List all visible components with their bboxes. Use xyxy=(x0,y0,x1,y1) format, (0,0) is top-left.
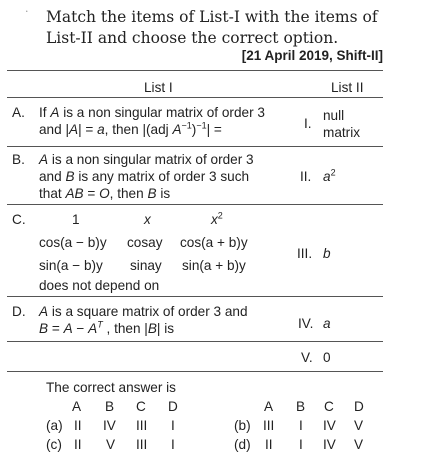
answers-header-left-d: D xyxy=(168,399,178,414)
answer-b-col-a: III xyxy=(263,418,275,433)
answer-b-col-d: V xyxy=(354,418,364,433)
answers-header-left-b: B xyxy=(105,399,115,414)
row-d-line-2: $B = A - A^T$ , then |B| is xyxy=(39,319,175,336)
answer-a-col-b: IV xyxy=(103,418,116,433)
question-line-1: Match the items of List-I with the items of xyxy=(46,8,378,26)
row-b-rule xyxy=(7,204,383,205)
row-c-numeral: III. xyxy=(297,246,313,261)
row-v-option: 0 xyxy=(323,350,331,365)
answer-d-col-a: II xyxy=(265,437,273,452)
answer-a-col-c: III xyxy=(136,418,148,433)
row-a-option-line-2: matrix xyxy=(323,125,361,140)
table-top-rule xyxy=(7,70,383,71)
answer-option-label[interactable]: (c) xyxy=(46,437,62,452)
row-v-numeral: V. xyxy=(301,350,313,365)
answer-c-col-a: II xyxy=(74,437,82,452)
row-a-option-line-1: null xyxy=(323,108,345,123)
row-b-line-1: A is a non singular matrix of order 3 xyxy=(39,152,254,167)
matrix-r1c3: $x^2$ xyxy=(211,210,223,227)
answer-c-col-b: V xyxy=(106,437,116,452)
answer-c-col-d: I xyxy=(171,437,175,452)
answer-d-col-b: I xyxy=(299,437,303,452)
answers-header-right-b: B xyxy=(296,399,306,414)
row-b-numeral: II. xyxy=(300,169,312,184)
row-a-label: A. xyxy=(12,105,25,120)
answer-a-col-d: I xyxy=(171,418,175,433)
row-d-label: D. xyxy=(12,304,26,319)
answers-heading: The correct answer is xyxy=(46,380,176,395)
row-b-option: $a^2$ xyxy=(323,167,336,184)
matrix-r2c1: cos(a − b)y xyxy=(39,235,107,250)
table-header-rule xyxy=(7,97,383,98)
answers-header-right-a: A xyxy=(264,399,274,414)
row-c-label: C. xyxy=(12,212,26,227)
matrix-r3c2: sinay xyxy=(130,258,162,273)
answers-header-right-d: D xyxy=(354,399,364,414)
row-c-rule xyxy=(7,296,383,297)
row-c-option: b xyxy=(323,246,331,261)
row-a-line-1: If A is a non singular matrix of order 3 xyxy=(39,105,265,120)
header-list-2: List II xyxy=(331,80,364,95)
matrix-r1c2: x xyxy=(144,212,151,227)
question-source: [21 April 2019, Shift-II] xyxy=(241,48,383,63)
answers-header-left-c: C xyxy=(136,399,146,414)
question-line-2: List-II and choose the correct option. xyxy=(46,29,339,47)
answer-option-label[interactable]: (d) xyxy=(234,437,251,452)
matrix-r2c3: cos(a + b)y xyxy=(180,235,248,250)
row-v-rule xyxy=(7,371,383,372)
answer-b-col-b: I xyxy=(299,418,303,433)
row-b-line-3: that AB = O, then B is xyxy=(39,186,171,201)
answer-b-col-c: IV xyxy=(323,418,336,433)
row-a-numeral: I. xyxy=(304,116,312,131)
matrix-r3c3: sin(a + b)y xyxy=(182,258,246,273)
answers-header-right-c: C xyxy=(324,399,334,414)
answer-d-col-c: IV xyxy=(323,437,336,452)
answer-option-label[interactable]: (b) xyxy=(234,418,251,433)
row-a-rule xyxy=(7,146,383,147)
matrix-r3c1: sin(a − b)y xyxy=(39,258,103,273)
header-list-1: List I xyxy=(144,80,173,95)
matrix-r2c2: cosay xyxy=(127,235,163,250)
row-c-tail: does not depend on xyxy=(39,278,160,293)
answer-c-col-c: III xyxy=(136,437,148,452)
answer-option-label[interactable]: (a) xyxy=(46,418,63,433)
row-a-line-2: and |A| = a, then |(adj $A^{-1})^{-1}|$ = xyxy=(39,120,222,137)
row-d-option: a xyxy=(323,316,331,331)
question-marker: . xyxy=(25,2,29,15)
row-b-line-2: and B is any matrix of order 3 such xyxy=(39,169,250,184)
matrix-r1c1: 1 xyxy=(72,212,80,227)
answer-d-col-d: V xyxy=(354,437,364,452)
row-d-rule xyxy=(7,341,383,342)
answer-a-col-a: II xyxy=(74,418,82,433)
row-d-numeral: IV. xyxy=(298,316,314,331)
row-b-label: B. xyxy=(12,152,25,167)
answers-header-left-a: A xyxy=(72,399,82,414)
row-d-line-1: A is a square matrix of order 3 and xyxy=(39,304,248,319)
